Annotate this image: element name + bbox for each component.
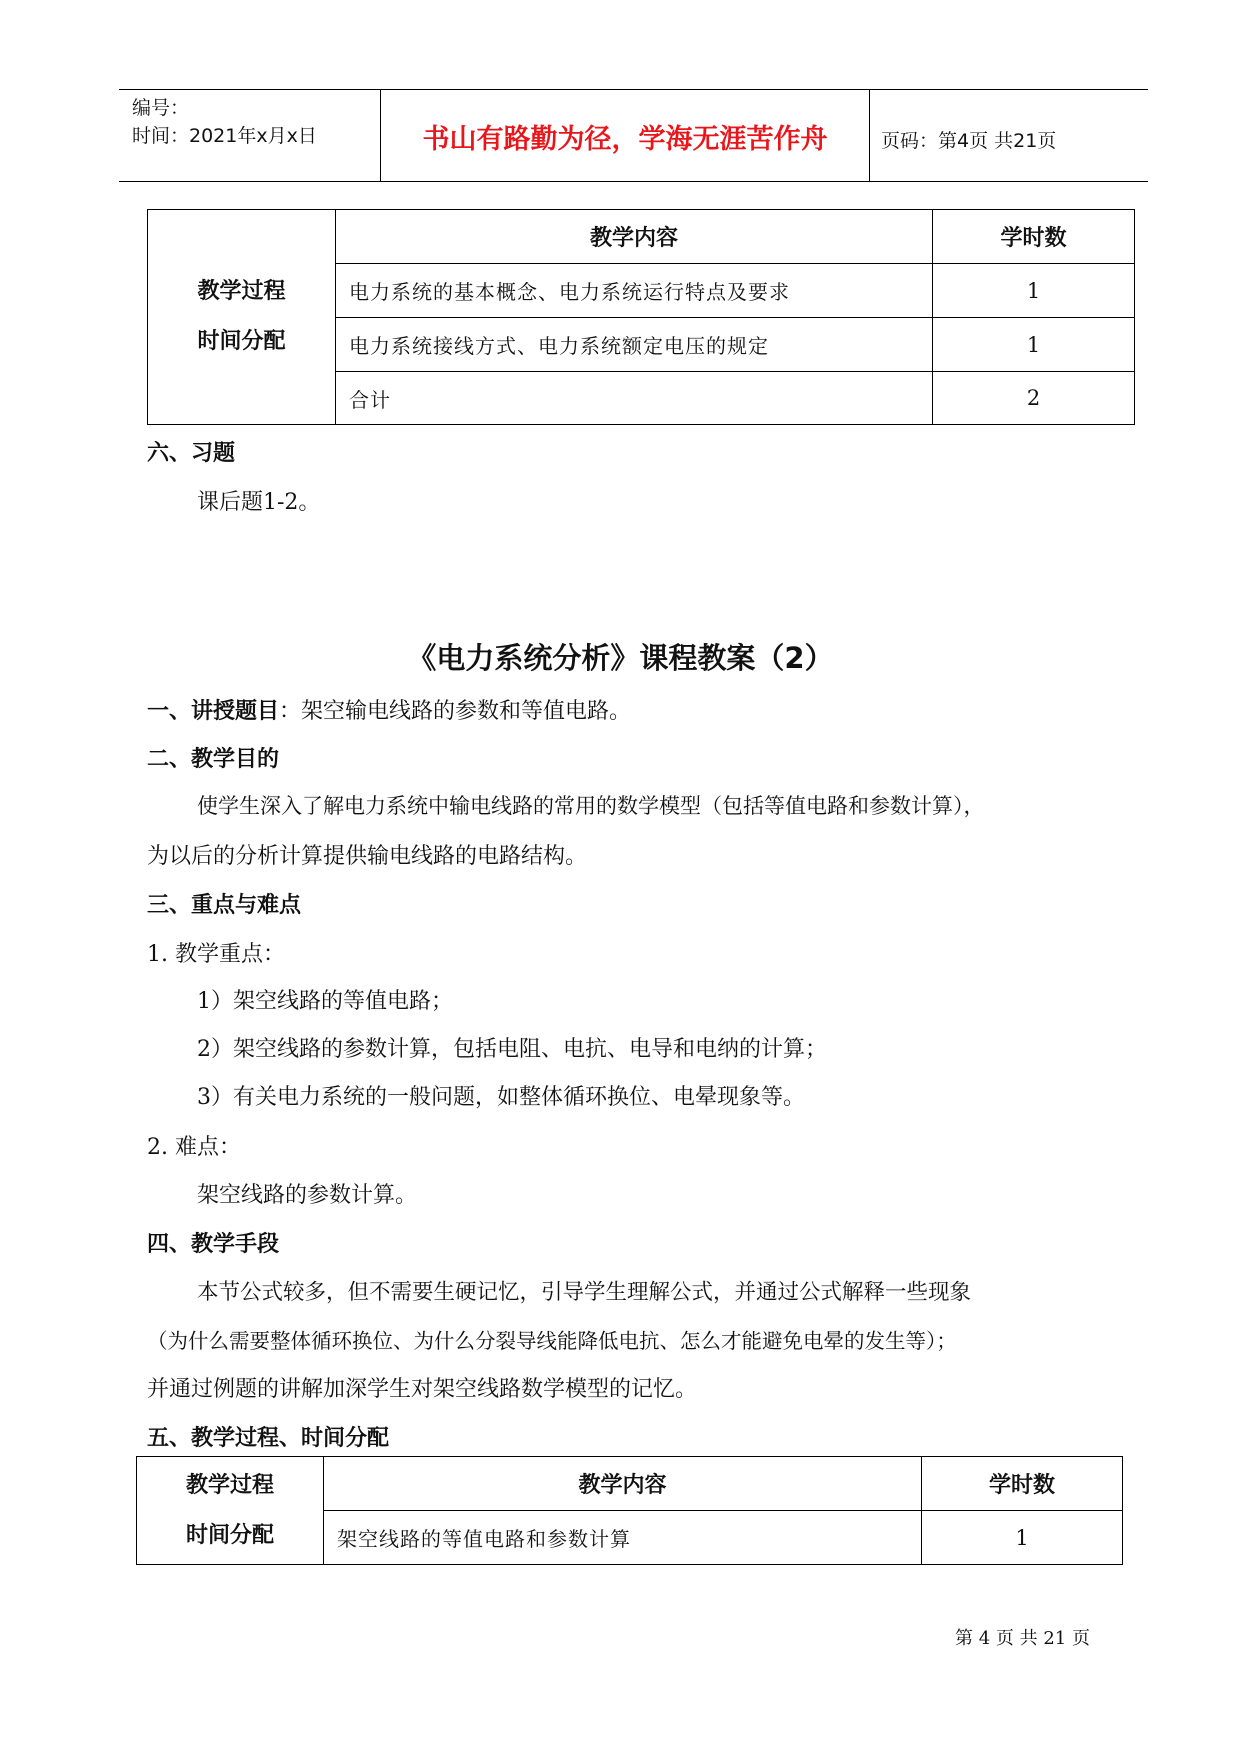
header-page-label: 页码：第4页 共21页 [881,130,1057,152]
schedule-table-1 [147,209,1135,425]
schedule-table-2 [136,1456,1123,1565]
header-top-rule [119,89,1148,90]
section4-line1: 本节公式较多，但不需要生硬记忆，引导学生理解公式，并通过公式解释一些现象 [197,1280,972,1305]
section4-heading: 四、教学手段 [147,1232,280,1257]
header-number-label: 编号： [132,97,190,119]
section2-para-line1: 使学生深入了解电力系统中输电线路的常用的数学模型（包括等值电路和参数计算）， [197,794,985,818]
table1-row3-content: 合计 [336,372,933,425]
table2-header-hours: 学时数 [922,1457,1123,1511]
section2-para-line2: 为以后的分析计算提供输电线路的电路结构。 [147,844,588,869]
section3-sub2: 2）架空线路的参数计算，包括电阻、电抗、电导和电纳的计算； [197,1037,827,1062]
table1-row2-hours: 1 [933,318,1135,372]
section1-text: ：架空输电线路的参数和等值电路。 [279,699,632,724]
table2-row1-hours: 1 [922,1511,1123,1565]
header-bottom-rule [119,181,1148,182]
page-footer: 第 4 页 共 21 页 [955,1628,1090,1649]
document-title: 《电力系统分析》课程教案（2） [407,641,834,675]
section4-line2: （为什么需要整体循环换位、为什么分裂导线能降低电抗、怎么才能避免电晕的发生等）； [147,1329,957,1353]
section1-heading: 一、讲授题目 [147,699,280,724]
section3-sub3: 3）有关电力系统的一般问题，如整体循环换位、电晕现象等。 [197,1085,805,1110]
table1-label-cell [148,210,336,425]
table2-label-line2: 时间分配 [185,1522,274,1548]
section3-sub1: 1）架空线路的等值电路； [197,989,453,1014]
table1-row3-hours: 2 [933,372,1135,425]
table2-label-cell [137,1457,324,1565]
table1-label-line2: 时间分配 [197,329,286,354]
table1-row1-hours: 1 [933,264,1135,318]
section3-difficulty: 架空线路的参数计算。 [197,1183,418,1208]
table1-row2-content: 电力系统接线方式、电力系统额定电压的规定 [336,318,933,372]
table2-label-line1: 教学过程 [185,1472,274,1498]
table1-row1-content: 电力系统的基本概念、电力系统运行特点及要求 [336,264,933,318]
header-time-label: 时间：2021年x月x日 [132,125,317,147]
section3-item1: 1. 教学重点： [147,942,285,967]
table1-header-content: 教学内容 [336,210,933,264]
section6-text: 课后题1-2。 [197,490,321,515]
table1-label-line1: 教学过程 [197,279,286,304]
table1-header-hours: 学时数 [933,210,1135,264]
table2-row1-content: 架空线路的等值电路和参数计算 [324,1511,922,1565]
section1 [147,694,631,725]
section2-heading: 二、教学目的 [147,747,280,772]
section5-heading: 五、教学过程、时间分配 [147,1426,390,1451]
section3-heading: 三、重点与难点 [147,893,302,918]
table2-header-content: 教学内容 [324,1457,922,1511]
section4-line3: 并通过例题的讲解加深学生对架空线路数学模型的记忆。 [147,1377,698,1402]
header-motto: 书山有路勤为径，学海无涯苦作舟 [422,124,828,155]
header-divider-right [869,89,870,182]
section3-item2: 2. 难点： [147,1135,241,1160]
section6-heading: 六、习题 [147,441,236,466]
